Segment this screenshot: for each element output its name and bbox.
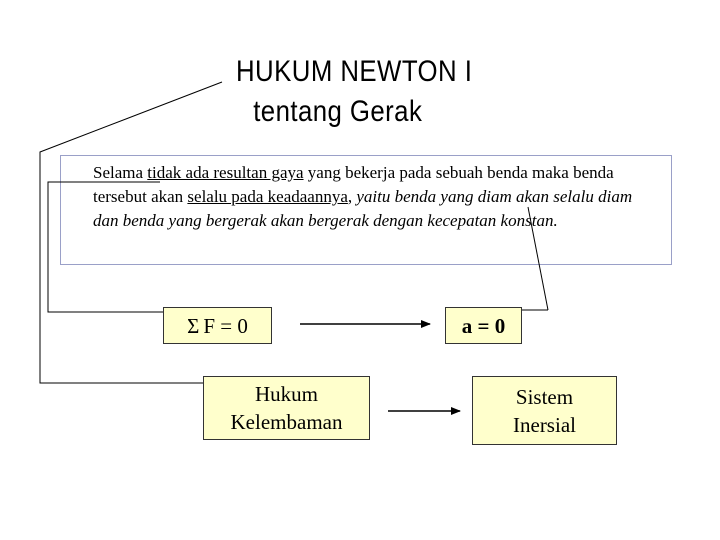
acceleration-box [445,307,522,344]
acceleration-label: a = 0 [461,313,506,338]
definition-underline-2: selalu pada keadaannya [187,187,348,206]
resultan-bracket-line [48,182,163,312]
sigma-symbol: Σ [187,313,200,338]
hukum-label-line-2: Kelembaman [230,410,343,434]
title-line-2: tentang Gerak [253,95,423,128]
definition-text-1: Selama [93,163,148,182]
sum-force-box [163,307,272,344]
sistem-label-line-1: Sistem [515,384,574,409]
keadaan-callout-line [528,207,548,310]
hukum-label-line-1: Hukum [254,382,318,406]
sistem-label-line-2: Inersial [513,412,576,437]
sum-force-label: F = 0 [203,313,248,338]
definition-underline-1: tidak ada resultan gaya [147,163,304,182]
definition-text-3: , [347,187,357,206]
definition-italic: yaitu benda yang diam akan selalu diam dan benda yang bergerak akan bergerak dengan kecepatan konstan. [93,187,633,230]
definition-text-2: yang bekerja pada sebuah benda maka benda tersebut akan [93,163,614,206]
title-line-1: HUKUM NEWTON I [236,55,473,88]
hukum-kelembaman-box [203,376,370,440]
sistem-inersial-box [472,376,617,445]
